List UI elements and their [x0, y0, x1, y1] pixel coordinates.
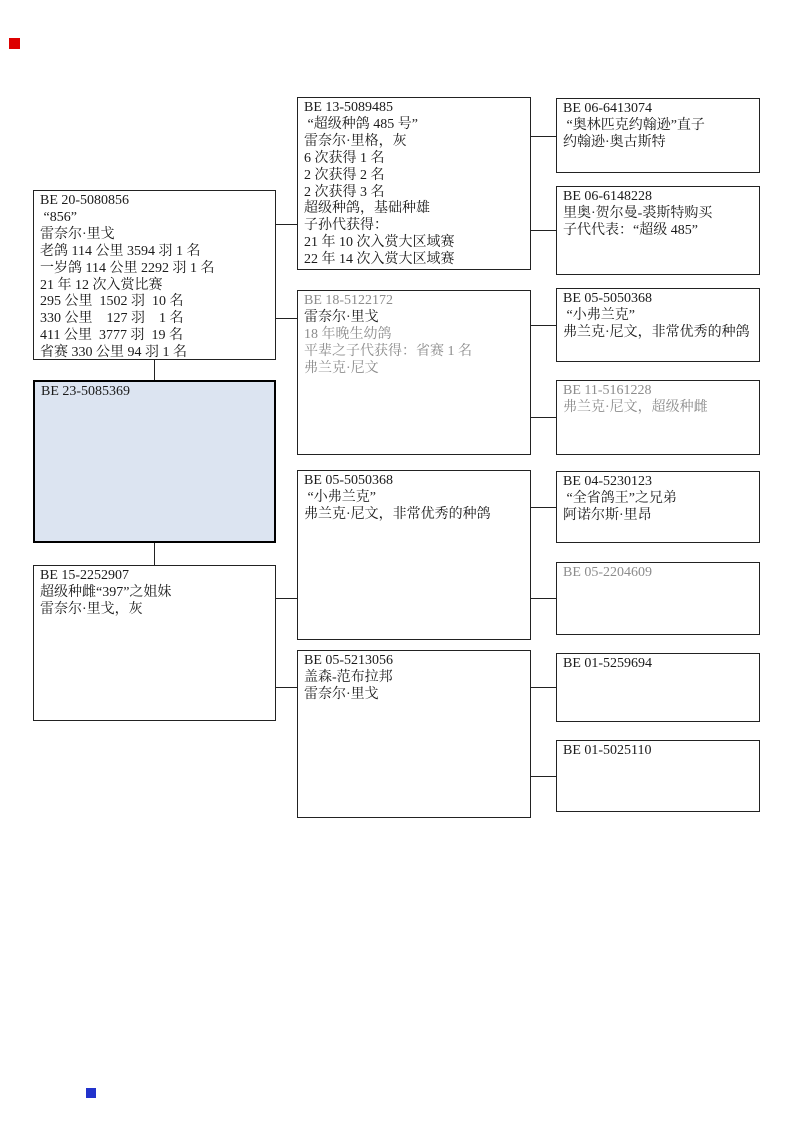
text-line: 22 年 14 次入赏大区域赛: [304, 252, 455, 268]
text-line: BE 15-2252907: [40, 568, 130, 583]
connector-mgdam-ggp7: [531, 687, 556, 688]
great-grandparent-5-box: [556, 471, 760, 543]
text-line: 411 公里 3777 羽 19 名: [40, 328, 183, 344]
text-line: 2 次获得 2 名: [304, 167, 385, 183]
connector-pgdam-ggp4: [531, 417, 556, 418]
text-line: BE 13-5089485: [304, 100, 394, 115]
text-line: BE 18-5122172: [304, 293, 394, 308]
maternal-grandsire-box: [297, 470, 531, 640]
text-line: 弗兰克·尼文，非常优秀的种鸽: [304, 506, 491, 522]
maternal-granddam-box: [297, 650, 531, 818]
red-marker: [9, 38, 20, 49]
blue-marker: [86, 1088, 96, 1098]
text-line: BE 05-2204609: [563, 565, 653, 580]
paternal-grandsire-box: [297, 97, 531, 270]
text-line: 省赛 330 公里 94 羽 1 名: [40, 345, 187, 361]
text-line: 超级种雌“397”之姐妹: [40, 584, 172, 600]
connector-dam-mgdam: [276, 687, 297, 688]
connector-sire-pgdam: [276, 318, 297, 319]
text-line: BE 04-5230123: [563, 474, 653, 489]
connector-pgdam-ggp3: [531, 325, 556, 326]
text-line: BE 20-5080856: [40, 193, 130, 208]
text-line: BE 01-5025110: [563, 743, 652, 758]
text-line: BE 05-5050368: [563, 291, 653, 306]
text-line: 弗兰克·尼文: [304, 360, 379, 376]
text-line: 6 次获得 1 名: [304, 150, 385, 166]
connector-sire-pgsire: [276, 224, 297, 225]
text-line: BE 11-5161228: [563, 383, 652, 398]
connector-sire-subject: [154, 360, 155, 380]
text-line: BE 05-5213056: [304, 653, 394, 668]
great-grandparent-2-box: [556, 186, 760, 275]
text-line: 弗兰克·尼文，非常优秀的种鸽: [563, 324, 750, 340]
text-line: 老鸽 114 公里 3594 羽 1 名: [40, 243, 201, 259]
text-line: BE 23-5085369: [41, 384, 131, 399]
text-line: 一岁鸽 114 公里 2292 羽 1 名: [40, 260, 215, 276]
connector-pgsire-ggp2: [531, 230, 556, 231]
text-line: 子孙代获得：: [304, 218, 388, 234]
text-line: 330 公里 127 羽 1 名: [40, 311, 184, 327]
text-line: 21 年 12 次入赏比赛: [40, 277, 163, 293]
text-line: BE 01-5259694: [563, 656, 653, 671]
text-line: 21 年 10 次入赏大区域赛: [304, 235, 455, 251]
connector-mgsire-ggp5: [531, 507, 556, 508]
text-line: “超级种鸽 485 号”: [304, 116, 418, 132]
text-line: 平辈之子代获得：省赛 1 名: [304, 343, 472, 359]
great-grandparent-7-box: [556, 653, 760, 722]
text-line: 18 年晚生幼鸽: [304, 326, 392, 342]
text-line: 雷奈尔·里格，灰: [304, 133, 407, 149]
text-line: 子代代表：“超级 485”: [563, 222, 698, 238]
subject-box: [33, 380, 276, 543]
text-line: “小弗兰克”: [304, 489, 376, 505]
text-line: 弗兰克·尼文，超级种雌: [563, 399, 708, 415]
text-line: 约翰逊·奥古斯特: [563, 134, 666, 150]
connector-pgsire-ggp1: [531, 136, 556, 137]
text-line: BE 06-6148228: [563, 189, 653, 204]
text-line: “856”: [40, 209, 77, 225]
great-grandparent-3-box: [556, 288, 760, 362]
text-line: “全省鸽王”之兄弟: [563, 490, 677, 506]
text-line: 里奥·贺尔曼-裘斯特购买: [563, 205, 713, 221]
connector-mgdam-ggp8: [531, 776, 556, 777]
text-line: BE 06-6413074: [563, 101, 653, 116]
connector-subject-dam: [154, 543, 155, 565]
text-line: 雷奈尔·里戈: [304, 309, 379, 325]
text-line: 阿诺尔斯·里昂: [563, 507, 652, 523]
text-line: 雷奈尔·里戈，灰: [40, 601, 143, 617]
text-line: 盖森-范布拉邦: [304, 669, 393, 685]
connector-dam-mgsire: [276, 598, 297, 599]
great-grandparent-4-box: [556, 380, 760, 455]
connector-mgsire-ggp6: [531, 598, 556, 599]
text-line: 雷奈尔·里戈: [40, 226, 115, 242]
text-line: BE 05-5050368: [304, 473, 394, 488]
text-line: “小弗兰克”: [563, 307, 635, 323]
great-grandparent-6-box: [556, 562, 760, 635]
great-grandparent-8-box: [556, 740, 760, 812]
dam-box: [33, 565, 276, 721]
paternal-granddam-box: [297, 290, 531, 455]
text-line: 295 公里 1502 羽 10 名: [40, 294, 184, 310]
text-line: “奥林匹克约翰逊”直子: [563, 117, 705, 133]
text-line: 超级种鸽，基础种雄: [304, 201, 430, 217]
text-line: 雷奈尔·里戈: [304, 686, 379, 702]
great-grandparent-1-box: [556, 98, 760, 173]
text-line: 2 次获得 3 名: [304, 184, 385, 200]
sire-box: [33, 190, 276, 360]
